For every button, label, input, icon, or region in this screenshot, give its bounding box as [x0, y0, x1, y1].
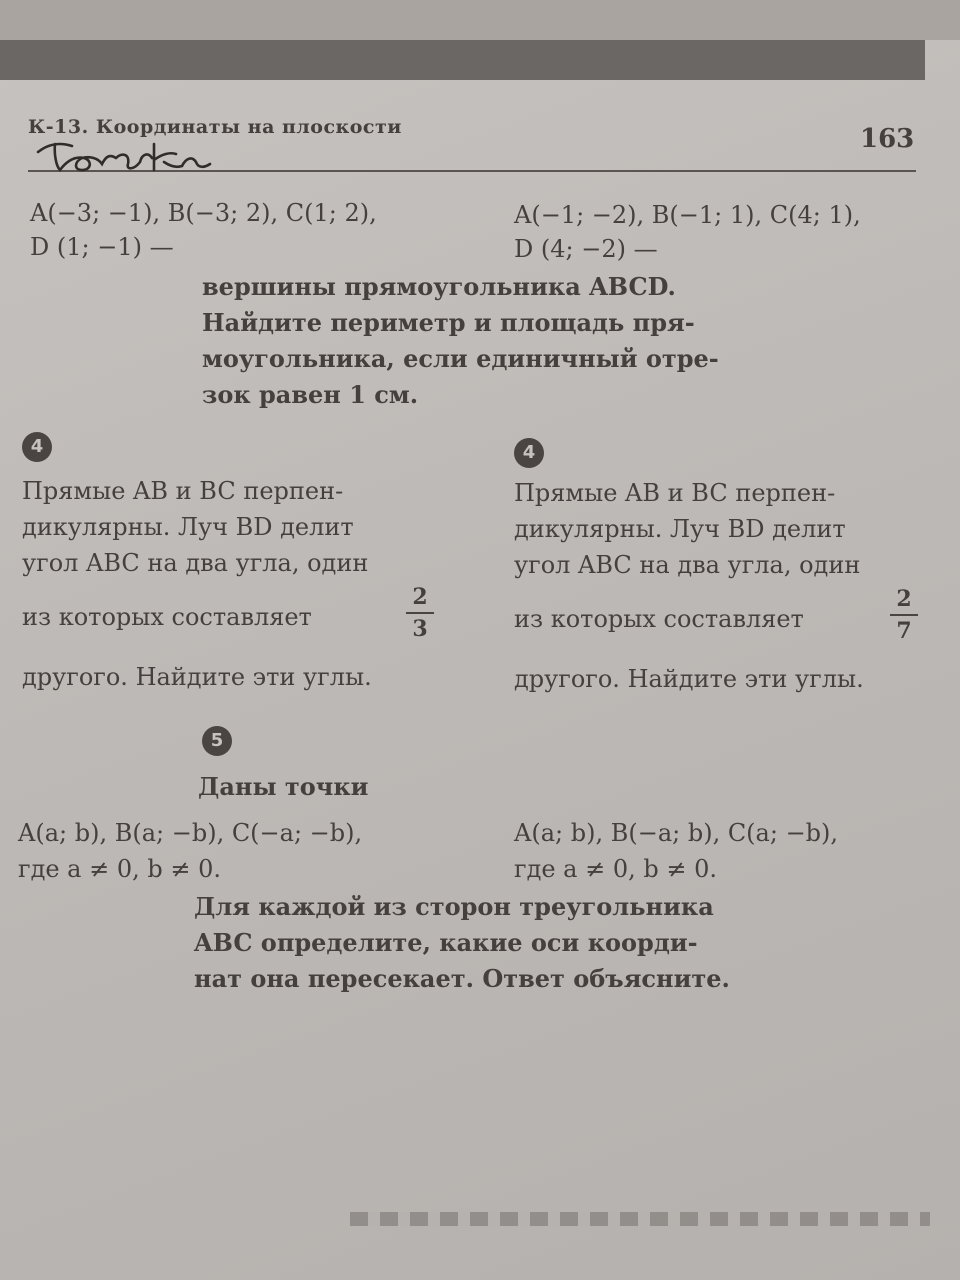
task4-right-line: из которых составляет	[514, 605, 804, 633]
task4-left-line: Прямые AB и BC перпен-	[22, 477, 344, 505]
task4-right-line: другого. Найдите эти углы.	[514, 665, 864, 693]
page-top-bar	[0, 40, 925, 80]
task3-right-points-cont: D (4; −2) —	[514, 235, 658, 263]
task4-left-line: из которых составляет	[22, 603, 312, 631]
task5-right-points: A(a; b), B(−a; b), C(a; −b),	[514, 819, 839, 847]
task5-number: 5	[202, 726, 232, 756]
task5-text-line: нат она пересекает. Ответ объясните.	[194, 964, 730, 993]
task4-right-fraction	[890, 586, 918, 644]
task3-left-points: A(−3; −1), B(−3; 2), C(1; 2),	[30, 199, 377, 227]
task5-right-condition: где a ≠ 0, b ≠ 0.	[514, 855, 718, 883]
fraction-bar	[406, 612, 434, 614]
fraction-numerator: 2	[412, 584, 428, 610]
task5-heading: Даны точки	[198, 772, 369, 801]
task4-left-fraction	[406, 584, 434, 642]
task3-left-points-cont: D (1; −1) —	[30, 233, 174, 261]
page-number: 163	[860, 124, 915, 154]
task5-text-line: ABC определите, какие оси коорди-	[194, 928, 698, 957]
section-title: К-13. Координаты на плоскости	[28, 116, 402, 138]
handwritten-note	[30, 136, 220, 176]
page-bottom-edge	[350, 1212, 930, 1226]
task5-left-condition: где a ≠ 0, b ≠ 0.	[18, 855, 222, 883]
task3-text-line: зок равен 1 см.	[202, 380, 419, 409]
task3-text-line: моугольника, если единичный отре-	[202, 344, 719, 373]
fraction-bar	[890, 614, 918, 616]
task4-number-left: 4	[22, 432, 52, 462]
task4-right-line: Прямые AB и BC перпен-	[514, 479, 836, 507]
task4-right-line: дикулярны. Луч BD делит	[514, 515, 846, 543]
fraction-denominator: 7	[896, 618, 912, 644]
fraction-denominator: 3	[412, 616, 428, 642]
task4-left-line: угол ABC на два угла, один	[22, 549, 369, 577]
task5-left-points: A(a; b), B(a; −b), C(−a; −b),	[18, 819, 363, 847]
fraction-numerator: 2	[896, 586, 912, 612]
task4-number-right: 4	[514, 438, 544, 468]
task4-left-line: другого. Найдите эти углы.	[22, 663, 372, 691]
task3-right-points: A(−1; −2), B(−1; 1), C(4; 1),	[514, 201, 861, 229]
task3-text-line: Найдите периметр и площадь пря-	[202, 308, 695, 337]
task5-text-line: Для каждой из сторон треугольника	[194, 892, 714, 921]
task4-right-line: угол ABC на два угла, один	[514, 551, 861, 579]
task3-text-line: вершины прямоугольника ABCD.	[202, 272, 676, 301]
task4-left-line: дикулярны. Луч BD делит	[22, 513, 354, 541]
